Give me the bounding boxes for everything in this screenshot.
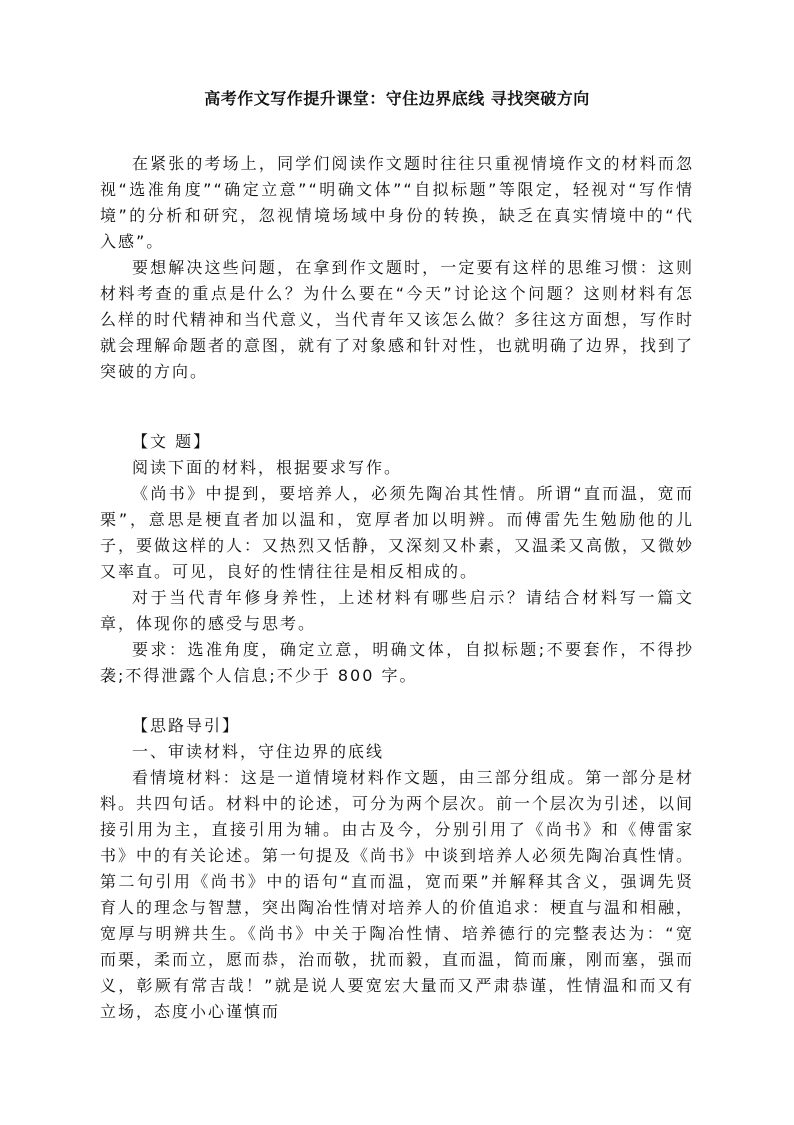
topic-material: 《尚书》中提到，要培养人，必须先陶冶其性情。所谓“直而温，宽而栗”，意思是梗直者加以温和，宽厚者加以明辨。而傅雷先生勉励他的儿子，要做这样的人：又热烈又恬静，又深刻又朴素，又温柔又高傲，又微妙又率直。可见，良好的性情往往是相反相成的。 bbox=[100, 484, 695, 581]
intro-paragraph-2: 要想解决这些问题，在拿到作文题时，一定要有这样的思维习惯：这则材料考查的重点是什么？为什么要在“今天”讨论这个问题？这则材料有怎么样的时代精神和当代意义，当代青年又该怎么做？多往这方面想，写作时就会理解命题者的意图，就有了对象感和针对性，也就明确了边界，找到了突破的方向。 bbox=[100, 258, 695, 381]
topic-requirements: 要求：选准角度，确定立意，明确文体，自拟标题;不要套作，不得抄袭;不得泄露个人信息;不少于 800 字。 bbox=[100, 640, 694, 685]
topic-question: 对于当代青年修身养性，上述材料有哪些启示？请结合材料写一篇文章，体现你的感受与思考。 bbox=[100, 588, 694, 633]
intro-paragraph-1: 在紧张的考场上，同学们阅读作文题时往往只重视情境作文的材料而忽视“选准角度”“确定立意”“明确文体”“自拟标题”等限定，轻视对“写作情境”的分析和研究，忽视情境场域中身份的转换，缺乏在真实情境中的“代入感”。 bbox=[100, 154, 694, 251]
page-title: 高考作文写作提升课堂：守住边界底线 寻找突破方向 bbox=[204, 89, 590, 108]
topic-heading: 【文 题】 bbox=[132, 432, 212, 451]
topic-instruction: 阅读下面的材料，根据要求写作。 bbox=[132, 458, 403, 477]
guide-subheading: 一、审读材料，守住边界的底线 bbox=[132, 742, 385, 761]
guide-heading: 【思路导引】 bbox=[132, 716, 241, 735]
guide-paragraph-1: 看情境材料：这是一道情境材料作文题，由三部分组成。第一部分是材料。共四句话。材料中的论述，可分为两个层次。前一个层次为引述，以间接引用为主，直接引用为辅。由古及今，分别引用了《尚书》和《傅雷家书》中的有关论述。第一句提及《尚书》中谈到培养人必须先陶冶真性情。第二句引用《尚书》中的语句“直而温，宽而栗”并解释其含义，强调先贤育人的理念与智慧，突出陶冶性情对培养人的价值追求：梗直与温和相融，宽厚与明辨共生。《尚书》中关于陶冶性情、培养德行的完整表达为：“宽而栗，柔而立，愿而恭，治而敬，扰而毅，直而温，简而廉，刚而塞，强而义，彰厥有常吉哉！”就是说人要宽宏大量而又严肃恭谨，性情温和而又有立场，态度小心谨慎而 bbox=[100, 768, 695, 1021]
